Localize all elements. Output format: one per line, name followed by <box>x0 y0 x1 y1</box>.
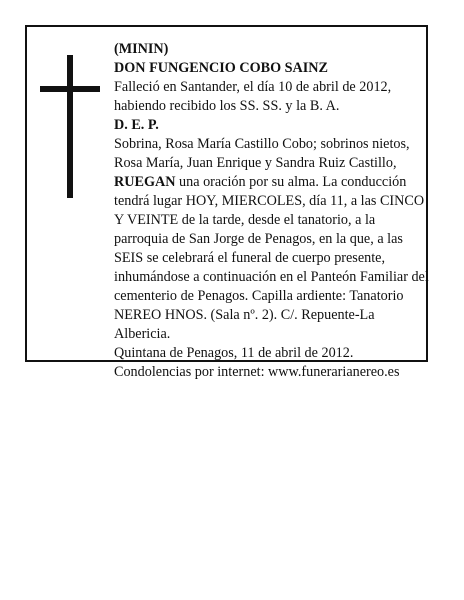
ruegan-word: RUEGAN <box>114 174 176 190</box>
body-line <box>114 173 426 192</box>
condolences-line: Condolencias por internet: www.funerarianereo.es <box>114 364 400 380</box>
death-line: Falleció en Santander, el día 10 de abril de 2012, <box>114 79 392 95</box>
obituary-notice <box>25 25 429 380</box>
body-line: cementerio de Penagos. Capilla ardiente: Tanatorio <box>114 288 404 304</box>
death-line: habiendo recibido los SS. SS. y la B. A. <box>114 98 340 114</box>
place-date: Quintana de Penagos, 11 de abril de 2012. <box>114 345 354 361</box>
nickname: (MININ) <box>114 41 169 57</box>
family-line: Rosa María, Juan Enrique y Sandra Ruiz Castillo, <box>114 155 397 171</box>
body-line: Albericia. <box>114 326 171 342</box>
body-line: NEREO HNOS. (Sala nº. 2). C/. Repuente-La <box>114 307 375 323</box>
body-line: SEIS se celebrará el funeral de cuerpo presente, <box>114 250 386 266</box>
body-line: tendrá lugar HOY, MIERCOLES, día 11, a las CINCO <box>114 193 425 209</box>
body-line: Y VEINTE de la tarde, desde el tanatorio, a la <box>114 212 376 228</box>
cross-icon-crossbar <box>40 86 100 92</box>
dep-line: D. E. P. <box>114 117 159 133</box>
body-line: inhumándose a continuación en el Panteón Familiar del <box>114 269 429 285</box>
deceased-name: DON FUNGENCIO COBO SAINZ <box>114 60 329 76</box>
body-line-rest: una oración por su alma. La conducción <box>175 174 407 190</box>
family-line: Sobrina, Rosa María Castillo Cobo; sobrinos nietos, <box>114 136 410 152</box>
cross-icon <box>67 55 73 198</box>
body-line: parroquia de San Jorge de Penagos, en la que, a las <box>114 231 403 247</box>
obituary-text <box>114 40 429 382</box>
